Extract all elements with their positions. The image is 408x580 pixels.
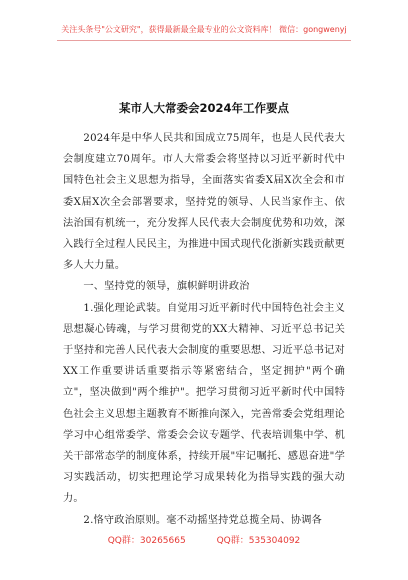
header-promo-note: 关注头条号"公文研究"，获得最新最全最专业的公文资料库！ 微信：gongwenyj	[61, 25, 347, 34]
header-divider	[57, 40, 351, 41]
document-title: 某市人大常委会2024年工作要点	[118, 101, 289, 115]
body-paragraph: 2.恪守政治原则。毫不动摇坚持党总揽全局、协调各	[83, 514, 323, 526]
section-heading: 一、坚持党的领导，旗帜鲜明讲政治	[83, 281, 250, 293]
intro-paragraph: 2024年是中华人民共和国成立75周年，也是人民代表大会制度建立70周年。市人大常委会将坚持以习近平新时代中国特色社会主义思想为指导，全面落实省委X届X次全会和市委X届X次全会部署要求，坚持党的领导、人民当家作主、依法治国有机统一，充分发挥人民代表大会制度优势和功效，深入践行全过程人民民主，为推进中国式现代化浙新实践贡献更多人大力量。	[63, 133, 345, 272]
footer-qq-group-2: QQ群：535304092	[216, 536, 301, 546]
body-paragraph: 1.强化理论武装。自觉用习近平新时代中国特色社会主义思想凝心铸魂，与学习贯彻党的XX大精神、习近平总书记关于坚持和完善人民代表大会制度的重要思想、习近平总书记对XX工作重要讲话重要指示等紧密结合，坚定拥护"两个确立"，坚决做到"两个维护"。把学习贯彻习近平新时代中国特色社会主义思想主题教育不断推向深入，完善常委会党组理论学习中心组常委学、常委会会议专题学、代表培训集中学、机关干部常态学的制度体系，持续开展"牢记嘱托、感恩奋进"学习实践活动，切实把理论学习成果转化为指导实践的强大动力。	[63, 302, 345, 505]
document-body	[63, 128, 345, 531]
footer-qq-group: QQ群：30265665	[107, 536, 186, 546]
footer-contact	[0, 533, 408, 546]
